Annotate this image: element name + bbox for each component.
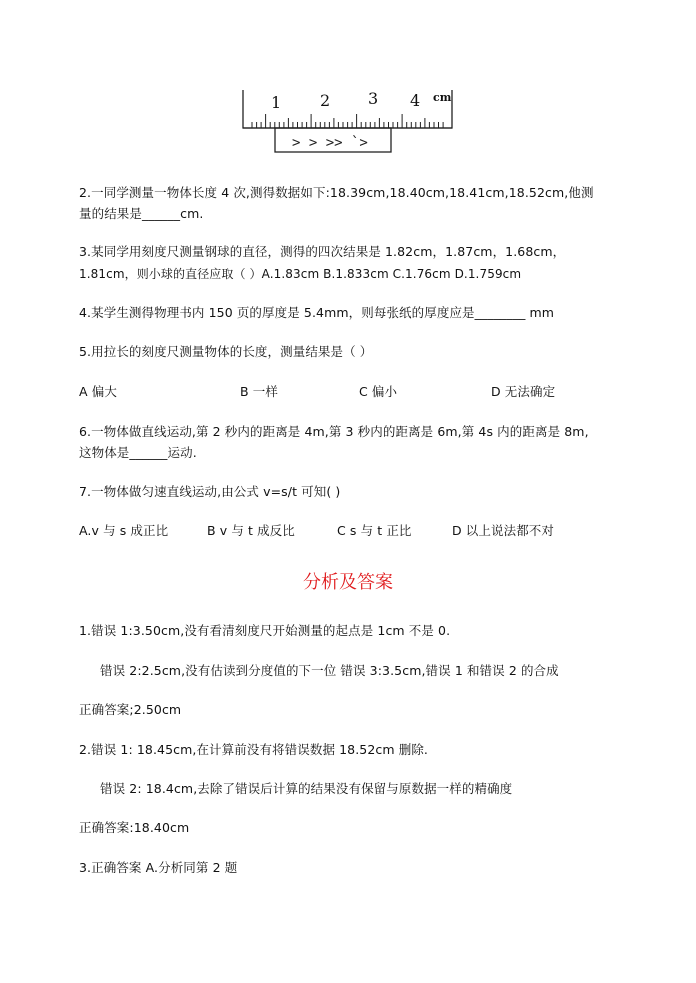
q6-line1: 6.一物体做直线运动,第 2 秒内的距离是 4m,第 3 秒内的距离是 6m,第 4s 内的距离是 8m,: [79, 424, 589, 439]
q5-option-c: C 偏小: [359, 384, 398, 399]
q5-option-d: D 无法确定: [491, 384, 556, 399]
q6-line2: 这物体是______运动.: [79, 445, 197, 460]
analysis-line-2: 错误 2:2.5cm,没有估读到分度值的下一位 错误 3:3.5cm,错误 1 和错误 2 的合成: [100, 663, 559, 678]
ruler-number-4: 4: [410, 91, 421, 110]
q5-option-b: B 一样: [240, 384, 278, 399]
q7-option-d: D 以上说法都不对: [452, 523, 554, 538]
analysis-line-5: 错误 2: 18.4cm,去除了错误后计算的结果没有保留与原数据一样的精确度: [100, 781, 513, 796]
q5-option-a: A 偏大: [79, 384, 117, 399]
ruler-number-3: 3: [368, 89, 379, 108]
analysis-line-3: 正确答案;2.50cm: [79, 702, 182, 717]
q5-stem: 5.用拉长的刻度尺测量物体的长度，测量结果是（ ）: [79, 344, 373, 359]
q2-line1: 2.一同学测量一物体长度 4 次,测得数据如下:18.39cm,18.40cm,18.41cm,18.52cm,他测: [79, 185, 594, 200]
q2-line2: 量的结果是______cm.: [79, 206, 204, 221]
q7-option-b: B v 与 t 成反比: [207, 523, 295, 538]
ruler-unit: cm: [433, 91, 452, 104]
analysis-line-4: 2.错误 1: 18.45cm,在计算前没有将错误数据 18.52cm 删除.: [79, 742, 428, 757]
analysis-title: 分析及答案: [303, 572, 393, 593]
q7-option-a: A.v 与 s 成正比: [79, 523, 169, 538]
q7-option-c: C s 与 t 正比: [337, 523, 412, 538]
q4-text: 4.某学生测得物理书内 150 页的厚度是 5.4mm，则每张纸的厚度应是________ mm: [79, 305, 555, 320]
analysis-line-6: 正确答案:18.40cm: [79, 820, 190, 835]
ruler-number-1: 1: [271, 93, 282, 112]
q3-line2: 1.81cm，则小球的直径应取（ ）A.1.83cm B.1.833cm C.1.76cm D.1.759cm: [79, 267, 522, 281]
analysis-line-7: 3.正确答案 A.分析同第 2 题: [79, 860, 238, 875]
object-marks: > > >> `>: [292, 135, 368, 151]
analysis-line-1: 1.错误 1:3.50cm,没有看清刻度尺开始测量的起点是 1cm 不是 0.: [79, 623, 451, 638]
q3-line1: 3.某同学用刻度尺测量钢球的直径，测得的四次结果是 1.82cm，1.87cm，1.68cm，: [79, 244, 566, 259]
ruler-ticks: [252, 114, 443, 128]
ruler-figure: [0, 0, 696, 160]
q7-stem: 7.一物体做匀速直线运动,由公式 v=s/t 可知( ): [79, 484, 341, 499]
ruler-number-2: 2: [320, 91, 331, 110]
